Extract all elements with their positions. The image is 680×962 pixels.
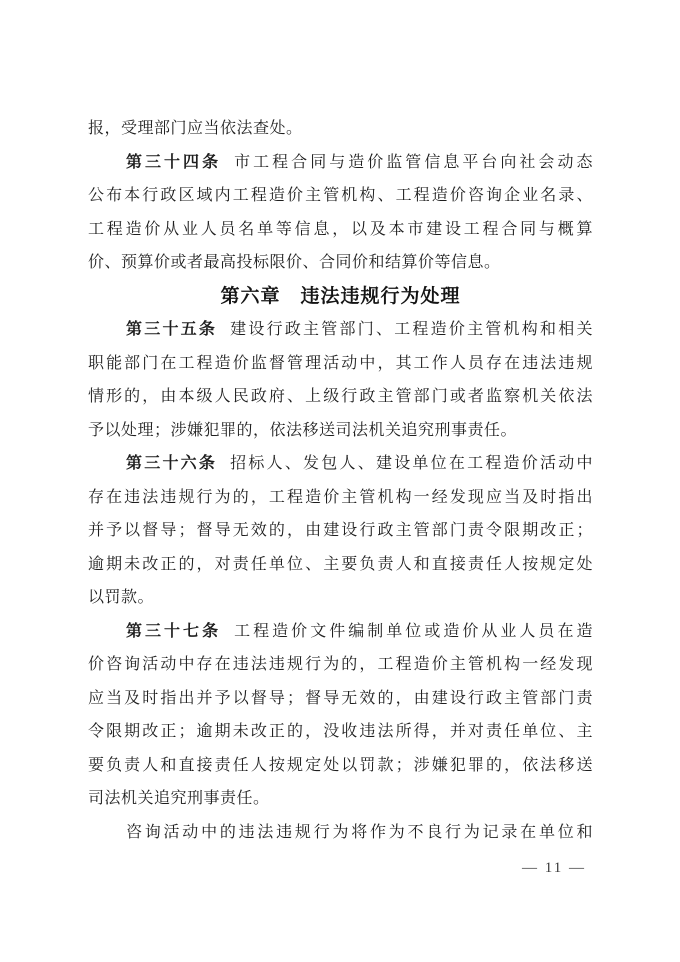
line-text: 要负责人和直接责任人按规定处以罚款；涉嫌犯罪的，依法移送 [88,756,593,774]
line-text: 价、预算价或者最高投标限价、合同价和结算价等信息。 [88,254,501,271]
text-line [88,648,593,682]
line-text: 报，受理部门应当依法查处。 [88,120,303,137]
line-text: 价咨询活动中存在违法违规行为的，工程造价主管机构一经发现 [88,656,593,673]
text-line [88,414,593,448]
article-number-label: 第三十七条 [126,622,222,640]
paragraph-first-line [88,816,593,850]
text-line [88,246,593,280]
paragraph-first-line [88,615,593,649]
line-text: 以罚款。 [88,589,155,606]
text-line [88,514,593,548]
line-text: 司法机关追究刑事责任。 [88,790,270,807]
line-text: 情形的，由本级人民政府、上级行政主管部门或者监察机关依法 [88,388,593,405]
text-line [88,682,593,716]
text-line [88,715,593,749]
text-line [88,548,593,582]
line-text: 工程造价从业人员名单等信息，以及本市建设工程合同与概算 [88,220,593,238]
line-text: 公布本行政区域内工程造价主管机构、工程造价咨询企业名录、 [88,187,593,204]
page-number: — 11 — [522,860,586,876]
text-line [88,179,593,213]
text-line [88,782,593,816]
paragraph-first-line [88,447,593,481]
document-text-block [88,112,593,849]
line-text: 并予以督导；督导无效的，由建设行政主管部门责令限期改正； [88,522,593,539]
line-text: 工程造价文件编制单位或造价从业人员在造 [234,622,593,640]
line-text: 建设行政主管部门、工程造价主管机构和相关 [230,321,593,338]
chapter-heading [88,280,593,314]
text-line [88,749,593,783]
line-text: 应当及时指出并予以督导；督导无效的，由建设行政主管部门责 [88,689,593,707]
article-number-label: 第三十四条 [126,153,222,171]
text-line [88,581,593,615]
text-line [88,213,593,247]
paragraph-first-line [88,146,593,180]
text-line [88,380,593,414]
text-line [88,481,593,515]
article-number-label: 第三十六条 [126,455,218,472]
line-text: 令限期改正；逾期未改正的，没收违法所得，并对责任单位、主 [88,723,593,740]
line-text: 职能部门在工程造价监督管理活动中，其工作人员存在违法违规 [88,354,593,372]
line-text: 予以处理；涉嫌犯罪的，依法移送司法机关追究刑事责任。 [88,421,518,439]
paragraph-first-line [88,313,593,347]
text-line [88,347,593,381]
line-text: 市工程合同与造价监管信息平台向社会动态 [234,153,593,171]
line-text: 咨询活动中的违法违规行为将作为不良行为记录在单位和 [126,823,593,841]
text-line [88,112,593,146]
chapter-heading-text: 第六章 违法违规行为处理 [220,285,461,307]
line-text: 招标人、发包人、建设单位在工程造价活动中 [230,455,593,472]
line-text: 逾期未改正的，对责任单位、主要负责人和直接责任人按规定处 [88,555,593,573]
line-text: 存在违法违规行为的，工程造价主管机构一经发现应当及时指出 [88,488,593,506]
article-number-label: 第三十五条 [126,321,218,338]
